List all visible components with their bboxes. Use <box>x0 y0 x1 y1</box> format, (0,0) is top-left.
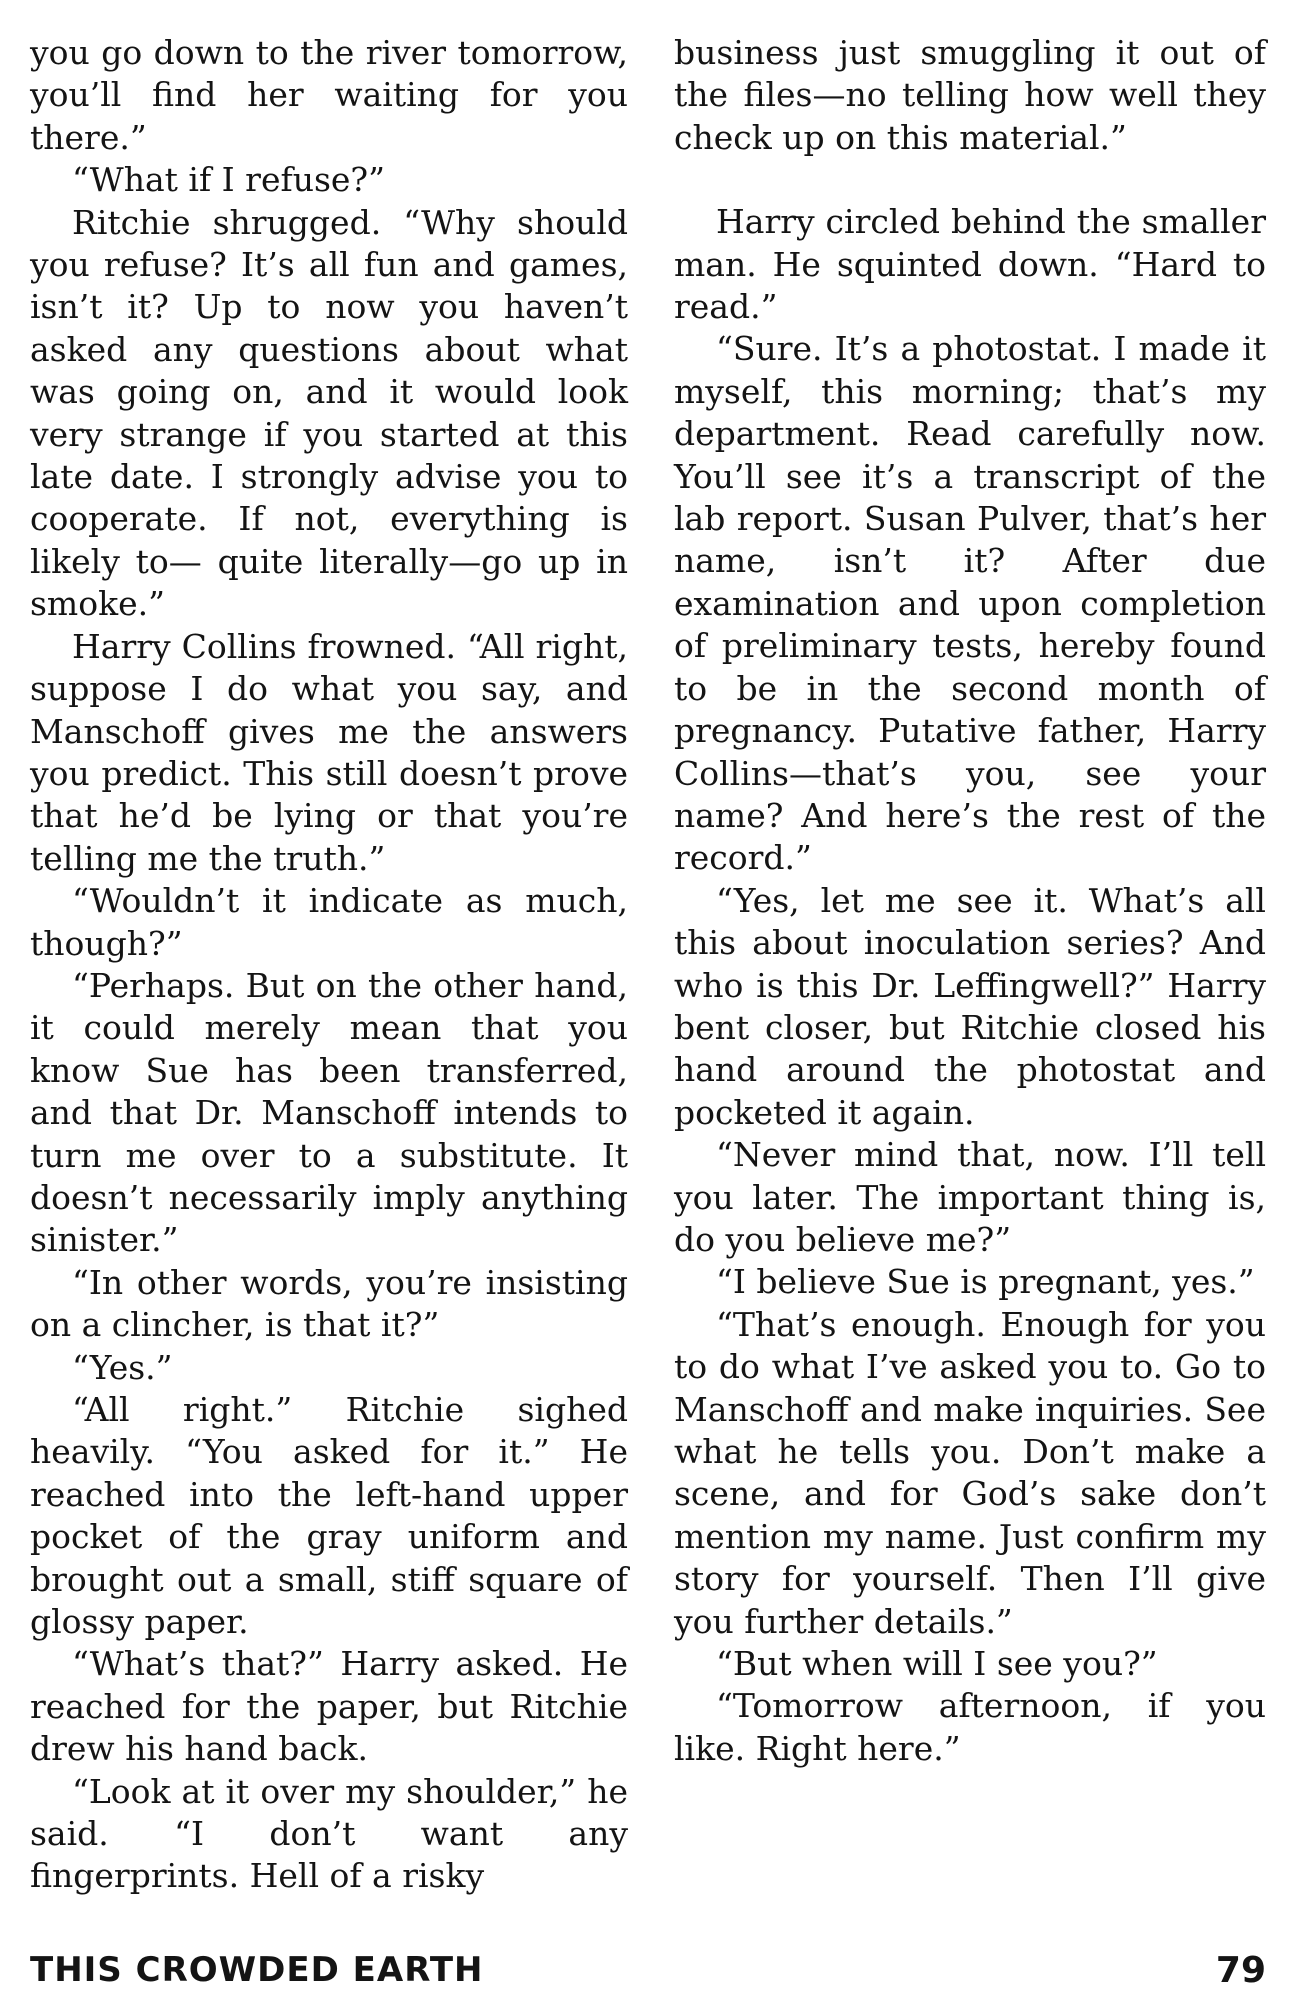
running-title: THIS CROWDED EARTH <box>30 1950 484 1990</box>
paragraph: “That’s enough. Enough for you to do what I’ve asked you to. Go to Manschoff and make inquiries. See what he tells you. Don’t make a scene, and for God’s sake don’t mention my name. Just confirm my story for yourself. Then I’ll give you further details.” <box>674 1304 1266 1641</box>
left-column <box>30 32 628 1898</box>
paragraph: “What if I refuse?” <box>72 160 385 200</box>
paragraph: “Sure. It’s a photostat. I made it myself, this morning; that’s my department. Read carefully now. You’ll see it’s a transcript of the lab report. Susan Pulver, that’s her name, isn’t it? After due examination and upon completion of preliminary tests, hereby found to be in the second month of pregnancy. Putative father, Harry Collins—that’s you, see your name? And here’s the rest of the record.” <box>674 329 1266 878</box>
paragraph: Harry Collins frowned. “All right, suppose I do what you say, and Manschoff gives me the answers you predict. This still doesn’t prove that he’d be lying or that you’re telling me the truth.” <box>30 626 628 878</box>
paragraph: “Wouldn’t it indicate as much, though?” <box>30 881 628 963</box>
paragraph: Harry circled behind the smaller man. He squinted down. “Hard to read.” <box>674 202 1266 327</box>
paragraph: “Perhaps. But on the other hand, it could merely mean that you know Sue has been transferred, and that Dr. Manschoff intends to turn me over to a substitute. It doesn’t necessarily imply anything sinister.” <box>30 965 628 1260</box>
page-footer <box>30 1950 1266 2000</box>
paragraph: “What’s that?” Harry asked. He reached for the paper, but Ritchie drew his hand back. <box>30 1644 628 1769</box>
paragraph: business just smuggling it out of the files—no telling how well they check up on this material.” <box>674 33 1266 157</box>
paragraph: “Tomorrow afternoon, if you like. Right here.” <box>674 1686 1266 1768</box>
paragraph: “All right.” Ritchie sighed heavily. “You asked for it.” He reached into the left-hand upper pocket of the gray uniform and brought out a small, stiff square of glossy paper. <box>30 1390 628 1642</box>
paragraph: Ritchie shrugged. “Why should you refuse? It’s all fun and games, isn’t it? Up to now you haven’t asked any questions about what was going on, and it would look very strange if you started at this late date. I strongly advise you to cooperate. If not, everything is likely to— quite literally—go up in smoke.” <box>30 202 628 624</box>
paragraph: you go down to the river tomorrow, you’ll find her waiting for you there.” <box>30 33 628 157</box>
paragraph: “But when will I see you?” <box>716 1644 1158 1684</box>
page-number: 79 <box>1215 1950 1266 1991</box>
paragraph: “Never mind that, now. I’ll tell you later. The important thing is, do you believe me?” <box>674 1135 1266 1259</box>
paragraph: “Yes, let me see it. What’s all this about inoculation series? And who is this Dr. Leffingwell?” Harry bent closer, but Ritchie closed his hand around the photostat and pocketed it again. <box>674 880 1266 1132</box>
paragraph: “I believe Sue is pregnant, yes.” <box>716 1262 1255 1302</box>
right-column <box>674 32 1266 1770</box>
paragraph: “Yes.” <box>72 1347 173 1387</box>
paragraph: “Look at it over my shoulder,” he said. “I don’t want any fingerprints. Hell of a risky <box>30 1771 628 1896</box>
paragraph: “In other words, you’re insisting on a clincher, is that it?” <box>30 1262 628 1345</box>
